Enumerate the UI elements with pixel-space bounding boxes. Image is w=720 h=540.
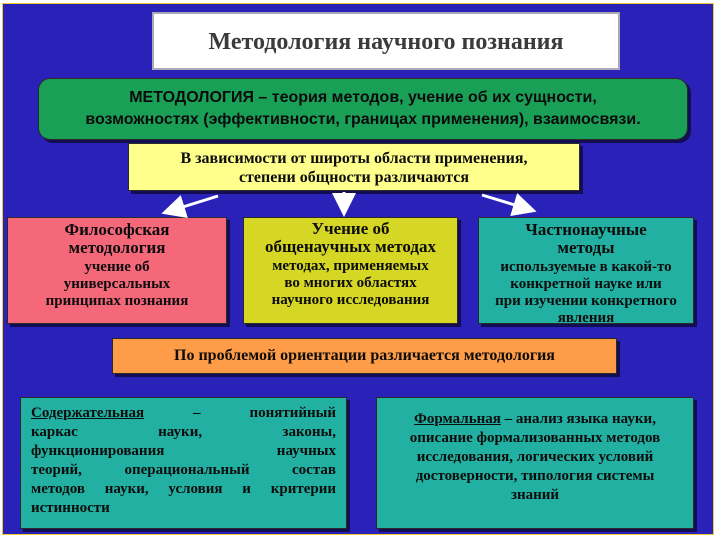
general-line-1: методах, применяемых [272, 258, 429, 274]
substantive-methodology-box [20, 397, 347, 529]
philosophical-description [8, 259, 226, 310]
formal-term: Формальная [414, 411, 501, 427]
formal-line-2: описание формализованных методов [409, 430, 661, 446]
formal-line-5: знаний [510, 487, 560, 503]
philosophical-line-3: принципах познания [45, 293, 189, 309]
general-heading-2: общенаучных методах [264, 237, 437, 256]
general-heading-1: Учение об [311, 219, 390, 238]
substantive-term: Содержательная [31, 405, 145, 421]
substantive-text-1: – понятийный [144, 405, 336, 421]
philosophical-methodology-box [7, 217, 227, 324]
definition-line-1 [39, 87, 687, 109]
specific-description [479, 259, 693, 327]
problem-orientation-box: По проблемой ориентации различается методология [112, 338, 617, 374]
philosophical-heading-1: Философская [64, 220, 170, 239]
substantive-line-6: истинности [31, 500, 110, 516]
specific-scientific-methods-box [478, 217, 694, 324]
specific-line-1: используемые в какой-то [500, 259, 672, 275]
methodology-definition-box [38, 78, 688, 140]
specific-heading-1: Частнонаучные [525, 220, 647, 239]
specific-heading-2: методы [557, 238, 615, 257]
general-line-2: во многих областях [284, 275, 417, 291]
philosophical-line-1: учение об [84, 259, 150, 275]
page-title: Методология научного познания [152, 12, 620, 70]
classification-criteria-box [128, 143, 580, 191]
specific-line-2: конкретной науке или [510, 276, 662, 292]
formal-line-4: достоверности, типология системы [415, 468, 655, 484]
philosophical-heading-2: методология [68, 238, 166, 257]
general-scientific-methods-box [243, 217, 458, 324]
general-line-3: научного исследования [271, 292, 430, 308]
criteria-line-1: В зависимости от широты области применения, [180, 150, 528, 167]
formal-methodology-box [376, 397, 694, 529]
formal-text-1: – анализ языка науки, [500, 411, 656, 427]
definition-term: МЕТОДОЛОГИЯ [129, 89, 254, 106]
substantive-line-1 [31, 404, 336, 423]
definition-text-1: – теория методов, учение об их сущности, [253, 89, 597, 106]
specific-line-4: явления [557, 310, 615, 326]
specific-line-3: при изучении конкретного [495, 293, 677, 309]
general-description [244, 258, 457, 309]
formal-line-3: исследования, логических условий [416, 449, 654, 465]
substantive-line-2: каркас науки, законы, [31, 424, 336, 440]
substantive-line-4: теорий, операциональный состав [31, 462, 336, 478]
substantive-line-5: методов науки, условия и критерии [31, 481, 336, 497]
formal-line-1 [387, 410, 683, 429]
criteria-line-2: степени общности различаются [238, 169, 470, 186]
substantive-line-3: функционирования научных [31, 443, 336, 459]
definition-line-2: возможностях (эффективности, границах применения), взаимосвязи. [85, 111, 641, 128]
philosophical-line-2: универсальных [63, 276, 171, 292]
